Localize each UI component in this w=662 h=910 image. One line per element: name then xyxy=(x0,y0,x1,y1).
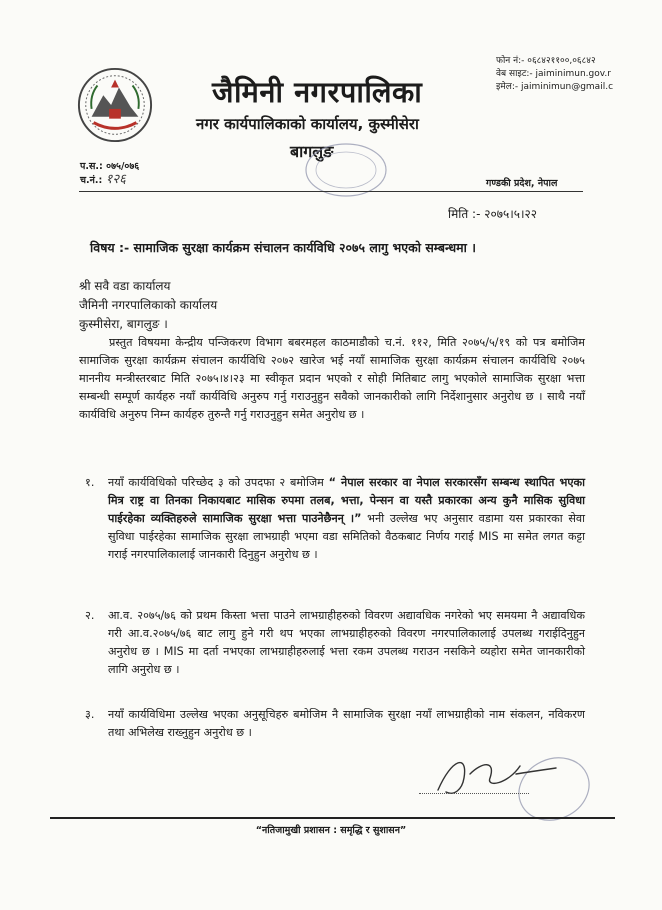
nepal-emblem-logo xyxy=(76,66,154,144)
list-item-number: २. xyxy=(85,609,95,622)
letter-date: मिति :- २०७५।५।२२ xyxy=(448,207,538,221)
list-item-3 xyxy=(79,706,585,742)
item1-pre: नयाँ कार्यविधिको परिच्छेद ३ को उपदफा २ बमोजिम xyxy=(108,476,329,489)
website-line: वेब साइट:- jaiminimun.gov.r xyxy=(496,69,611,79)
list-item-text: नयाँ कार्यविधिमा उल्लेख भएका अनुसूचिहरु बमोजिम नै सामाजिक सुरक्षा नयाँ लाभग्राहीको नाम संकलन, नविकरण तथा अभिलेख राख्नुहुन अनुरोध छ । xyxy=(108,708,585,739)
item1-quote: “ नेपाल सरकार वा नेपाल सरकारसँग सम्बन्ध स्थापित भएका मित्र राष्ट्र वा तिनका निकायबाट मासिक रुपमा तलब, भत्ता, पेन्सन वा यस्तै प्रकारका अन्य कुनै मासिक सुविधा पाईरहेका व्यक्तिहरुले सामाजिक सुरक्षा भत्ता पाउनेछैनन्‌ ।” xyxy=(108,476,586,525)
ref-cn-label: च.नं.: xyxy=(80,175,103,186)
ref-ps: प.स.: ०७५/०७६ xyxy=(80,161,140,172)
list-item-1 xyxy=(79,474,585,564)
phone-line: फोन नं:- ०६८४२११००,०६८४२ xyxy=(496,56,596,66)
item1-post: भनी उल्लेख भए अनुसार वडामा यस प्रकारका सेवा सुविधा पाईरहेका सामाजिक सुरक्षा लाभग्राही भएमा वडा समितिको वैठकबाट निर्णय गराई MIS मा समेत लगत कट्टा गराई नगरपालिकालाई जानकारी दिनुहुन अनुरोध छ । xyxy=(108,512,585,561)
list-item-text: आ.व. २०७५/७६ को प्रथम किस्ता भत्ता पाउने लाभग्राहीहरुको विवरण अद्यावधिक नगरेको भए समयमा नै अद्यावधिक गरी आ.व.२०७५/७६ बाट लागु हुने गरी थप भएका लाभग्राहीहरुको विवरण नगरपालिकालाई उपलब्ध गराईदिनुहुन अनुरोध छ । MIS मा दर्ता नभएका लाभग्राहीहरुलाई भत्ता रकम उपलब्ध गराउन नसकिने व्यहोरा समेत जानकारीको लागि अनुरोध छ । xyxy=(108,609,585,676)
org-name: जैमिनी नगरपालिका xyxy=(212,75,423,109)
list-item-number: ३. xyxy=(85,708,95,721)
body-paragraph: प्रस्तुत विषयमा केन्द्रीय पन्जिकरण विभाग बबरमहल काठमाडौको च.नं. ११२, मिति २०७५/५/१९ को पत्र बमोजिम सामाजिक सुरक्षा कार्यक्रम संचालन कार्यविधि २०७२ खारेज भई नयाँ सामाजिक सुरक्षा कार्यक्रम संचालन कार्यविधि २०७५ माननीय मन्त्रीस्तरबाट मिति २०७५।४।२३ मा स्वीकृत प्रदान भएको र सोही मितिबाट लागु भएकोले सामाजिक सुरक्षा भत्ता सम्बन्धी सम्पूर्ण कार्यहरु नयाँ कार्यविधि अनुरुप गर्नु गराउनुहुन सवैको जानकारीको लागि निर्देशानुसार अनुरोध छ । साथै नयाँ कार्यविधि अनुरुप निम्न कार्यहरु तुरुन्तै गर्नु गराउनुहुन समेत अनुरोध छ । xyxy=(79,336,585,421)
footer-divider xyxy=(50,817,615,819)
recipient-line-2: जैमिनी नगरपालिकाको कार्यालय xyxy=(79,298,218,312)
recipient-address xyxy=(79,277,217,334)
handwritten-signature xyxy=(424,744,584,814)
contact-block xyxy=(496,55,662,94)
province-label: गण्डकी प्रदेश, नेपाल xyxy=(486,178,558,189)
recipient-line-1: श्री सवै वडा कार्यालय xyxy=(79,279,171,293)
ref-cn xyxy=(80,173,139,187)
list-item-number: १. xyxy=(85,476,95,489)
signature-line xyxy=(419,793,529,794)
header-divider xyxy=(79,191,583,192)
reference-block xyxy=(80,160,139,187)
letter-subject: विषय :- सामाजिक सुरक्षा कार्यक्रम संचालन कार्यविधि २०७५ लागु भएको सम्बन्धमा । xyxy=(90,240,476,255)
ref-cn-value: १२६ xyxy=(105,172,126,187)
list-item-text xyxy=(108,474,585,564)
list-item-2 xyxy=(79,607,585,679)
office-name: नगर कार्यपालिकाको कार्यालय, कुस्मीसेरा xyxy=(196,115,419,133)
footer-motto: “नतिजामुखी प्रशासन : समृद्धि र सुशासन” xyxy=(255,825,407,836)
district-name: बागलुङ xyxy=(290,142,334,161)
email-line: इमेल:- jaiminimun@gmail.c xyxy=(496,82,614,92)
recipient-line-3: कुस्मीसेरा, बागलुङ । xyxy=(79,317,168,331)
